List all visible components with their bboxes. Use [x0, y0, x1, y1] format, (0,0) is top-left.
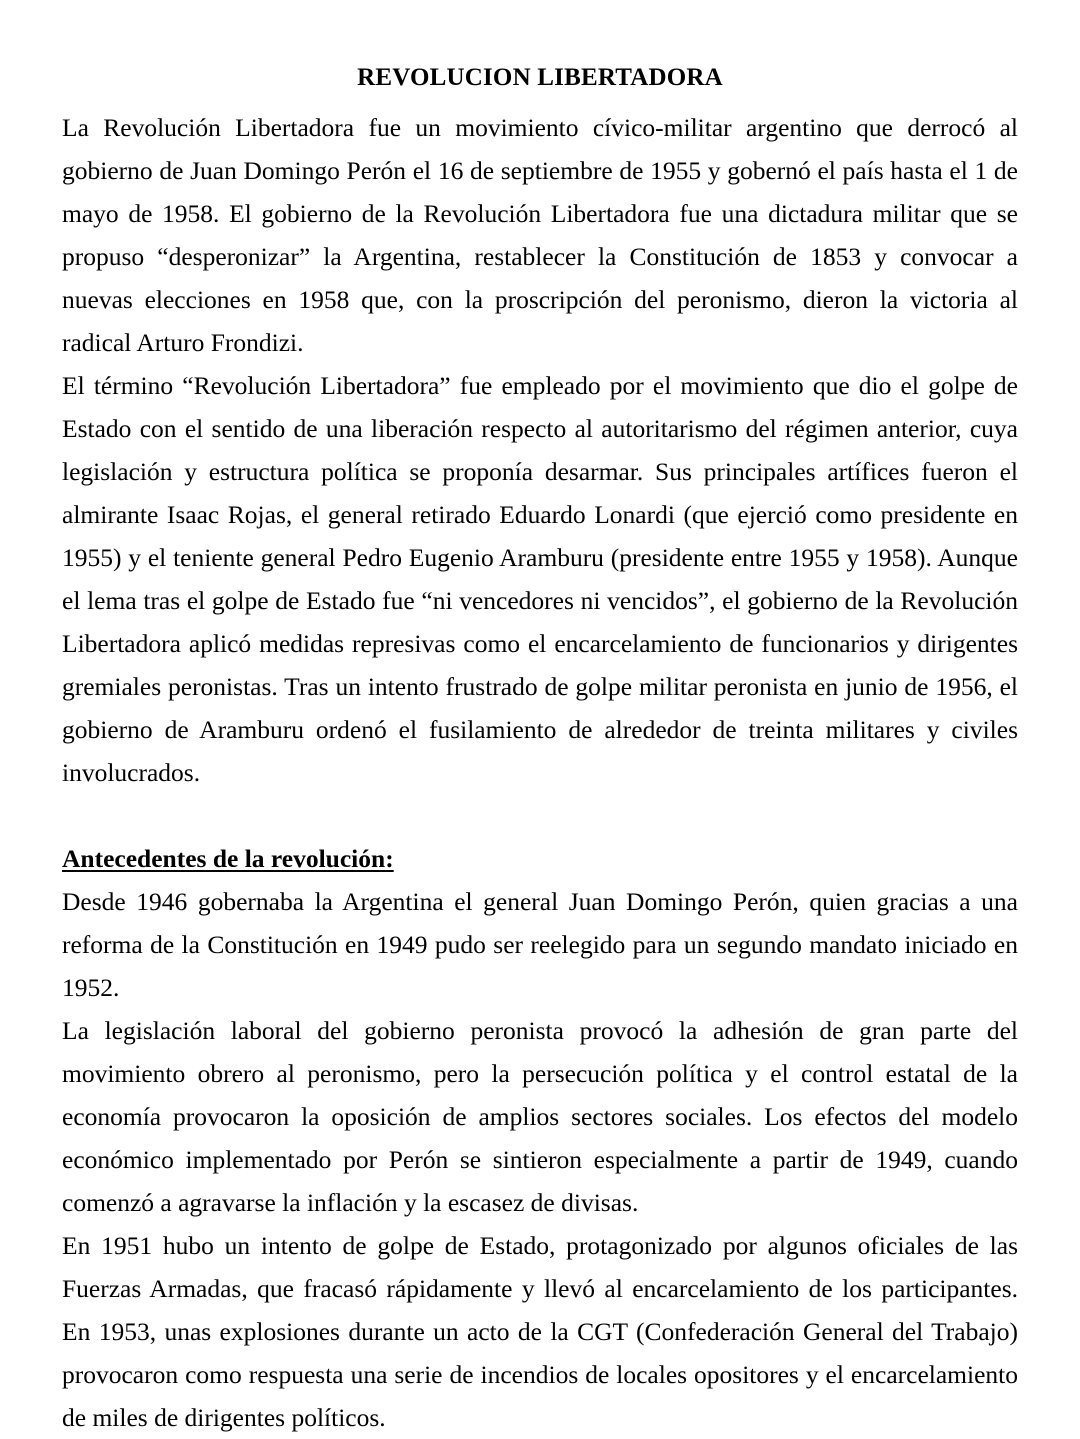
- paragraph-antecedentes-1: [62, 880, 1018, 1009]
- paragraph-text: El término “Revolución Libertadora” fue empleado por el movimiento que dio el golpe de Estado con el sentido de una liberación respecto al autoritarismo del régimen anterior, cuya legislación y estructura política se proponía desarmar. Sus principales artífices fueron el almirante Isaac Rojas, el general retirado Eduardo Lonardi (que ejerció como presidente en 1955) y el teniente general Pedro Eugenio Aramburu (presidente entre 1955 y 1958). Aunque el lema tras el golpe de Estado fue “ni vencedores ni vencidos”, el gobierno de la Revolución Libertadora aplicó medidas represivas como el encarcelamiento de funcionarios y dirigentes gremiales peronistas. Tras un intento frustrado de golpe militar peronista en junio de 1956, el gobierno de Aramburu ordenó el fusilamiento de alrededor de treinta militares y civiles involucrados.: [62, 371, 1018, 787]
- paragraph-intro: [62, 106, 1018, 364]
- paragraph-spacer: [62, 794, 1018, 837]
- section-heading-label: Antecedentes de la revolución:: [62, 844, 394, 873]
- paragraph-antecedentes-2: [62, 1009, 1018, 1224]
- paragraph-text: La Revolución Libertadora fue un movimiento cívico-militar argentino que derrocó al gobierno de Juan Domingo Perón el 16 de septiembre de 1955 y gobernó el país hasta el 1 de mayo de 1958. El gobierno de la Revolución Libertadora fue una dictadura militar que se propuso “desperonizar” la Argentina, restablecer la Constitución de 1853 y convocar a nuevas elecciones en 1958 que, con la proscripción del peronismo, dieron la victoria al radical Arturo Frondizi.: [62, 113, 1018, 357]
- page-title: REVOLUCION LIBERTADORA: [357, 64, 723, 91]
- paragraph-text: En 1951 hubo un intento de golpe de Estado, protagonizado por algunos oficiales de las Fuerzas Armadas, que fracasó rápidamente y llevó al encarcelamiento de los participantes. En 1953, unas explosiones durante un acto de la CGT (Confederación General del Trabajo) provocaron como respuesta una serie de incendios de locales opositores y el encarcelamiento de miles de dirigentes políticos.: [62, 1231, 1018, 1432]
- section-heading-antecedentes: [62, 837, 1018, 880]
- paragraph-antecedentes-3: [62, 1224, 1018, 1439]
- paragraph-text: Desde 1946 gobernaba la Argentina el general Juan Domingo Perón, quien gracias a una reforma de la Constitución en 1949 pudo ser reelegido para un segundo mandato iniciado en 1952.: [62, 887, 1018, 1002]
- paragraph-termino: [62, 364, 1018, 794]
- paragraph-text: La legislación laboral del gobierno peronista provocó la adhesión de gran parte del movimiento obrero al peronismo, pero la persecución política y el control estatal de la economía provocaron la oposición de amplios sectores sociales. Los efectos del modelo económico implementado por Perón se sintieron especialmente a partir de 1949, cuando comenzó a agravarse la inflación y la escasez de divisas.: [62, 1016, 1018, 1217]
